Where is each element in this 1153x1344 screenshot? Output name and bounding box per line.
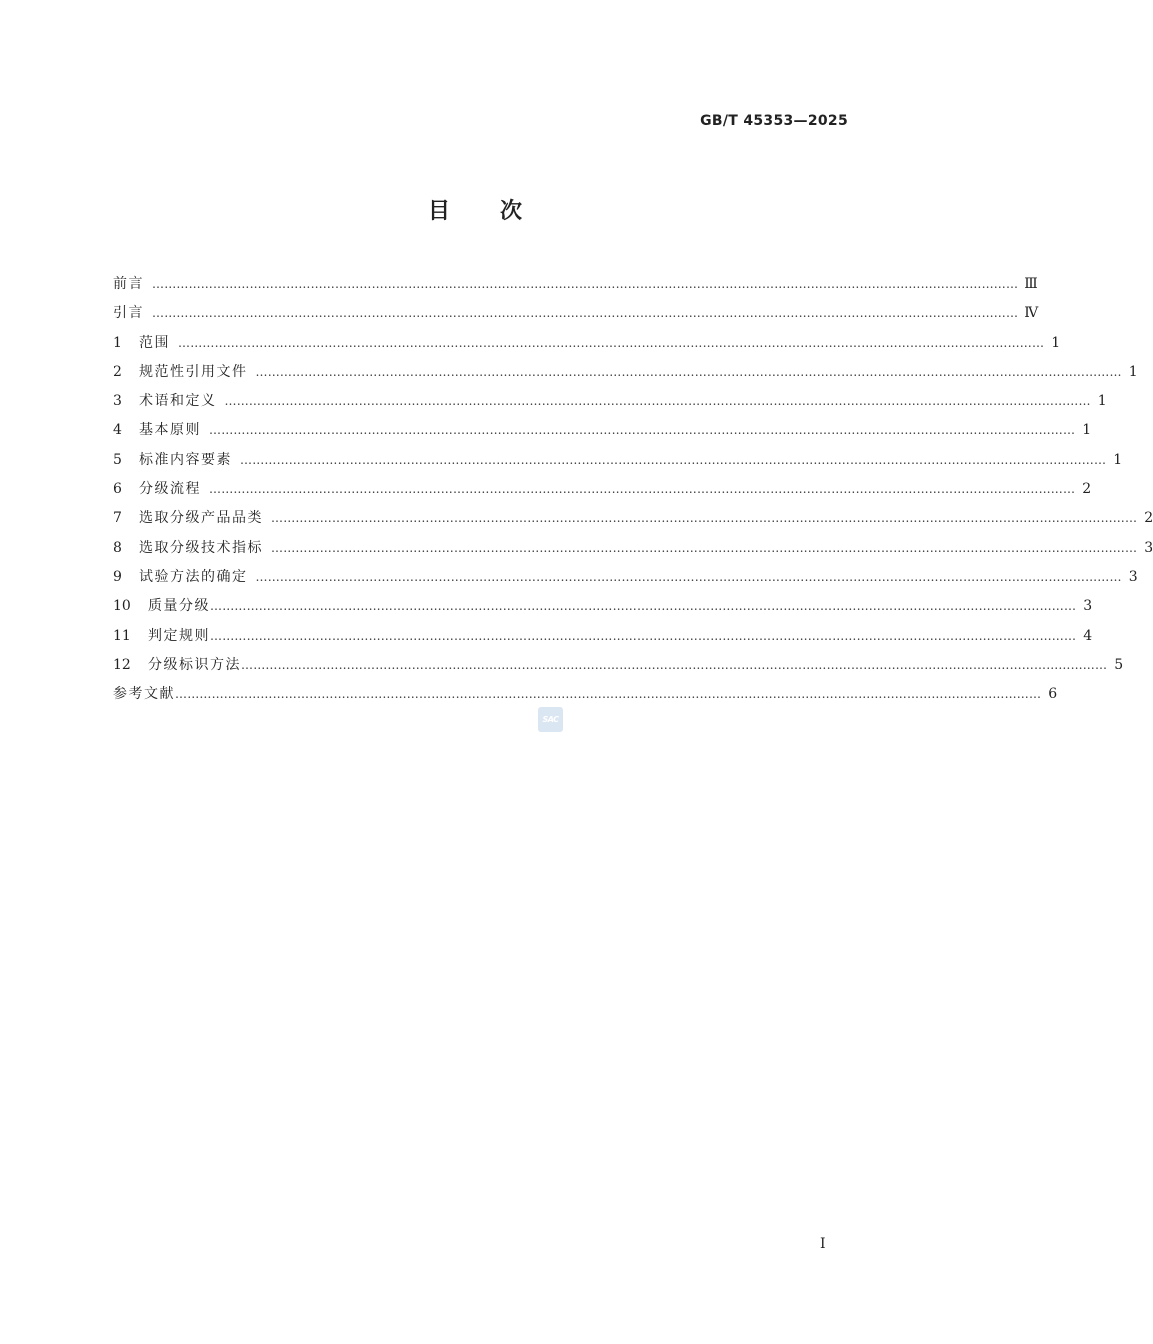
dot-leader: …………………………………………………………………………………………………………………………………………………………………………………………… (271, 540, 1138, 555)
dot-leader: …………………………………………………………………………………………………………………………………………………………………………………………… (210, 599, 1077, 614)
toc-entry-5[interactable] (113, 446, 1123, 475)
dot-leader: …………………………………………………………………………………………………………………………………………………………………………………………… (271, 511, 1138, 526)
toc-entry-1[interactable] (113, 329, 1061, 358)
dot-leader: …………………………………………………………………………………………………………………………………………………………………………………………… (152, 306, 1019, 321)
dot-leader: …………………………………………………………………………………………………………………………………………………………………………………………… (240, 452, 1107, 467)
toc-entry-4[interactable] (113, 416, 1092, 445)
toc-entry-10[interactable] (113, 592, 1093, 621)
toc-entry-number: 9 (113, 568, 122, 585)
toc-entry-label: 基本原则 (139, 422, 201, 439)
toc-entry-page: 3 (1128, 568, 1138, 585)
toc-entry-7[interactable] (113, 504, 1153, 533)
toc-entry-6[interactable] (113, 475, 1092, 504)
toc-entry-label: 选取分级产品品类 (139, 510, 263, 527)
toc-entry-label: 前言 (113, 276, 144, 292)
toc-entry-introduction[interactable] (113, 299, 1039, 328)
toc-entry-page: Ⅲ (1024, 276, 1038, 292)
toc-entry-label: 质量分级 (148, 598, 210, 615)
toc-entry-label: 引言 (113, 305, 144, 322)
toc-entry-label: 规范性引用文件 (139, 363, 248, 380)
toc-entry-page: 1 (1113, 451, 1123, 468)
page-number: I (820, 1236, 826, 1252)
toc-entry-page: 3 (1083, 598, 1093, 615)
toc-entry-number: 2 (113, 363, 122, 380)
toc-entry-label: 术语和定义 (139, 393, 217, 410)
toc-entry-page: 1 (1082, 422, 1092, 439)
table-of-contents (113, 270, 1153, 709)
toc-entry-label: 分级流程 (139, 481, 201, 498)
toc-entry-number: 6 (113, 481, 122, 498)
toc-entry-number: 3 (113, 393, 122, 410)
toc-entry-page: 6 (1048, 686, 1058, 703)
toc-entry-label: 判定规则 (148, 627, 210, 644)
toc-entry-number: 4 (113, 422, 122, 439)
toc-entry-9[interactable] (113, 563, 1138, 592)
toc-entry-number: 7 (113, 510, 122, 527)
toc-entry-number: 8 (113, 539, 122, 556)
toc-entry-label: 分级标识方法 (148, 656, 241, 673)
sac-logo-icon: SAC (538, 707, 563, 732)
toc-entry-page: 1 (1128, 363, 1138, 380)
toc-entry-foreword[interactable] (113, 270, 1038, 299)
dot-leader: …………………………………………………………………………………………………………………………………………………………………………………………… (209, 423, 1076, 438)
toc-entry-page: 4 (1083, 627, 1093, 644)
toc-entry-8[interactable] (113, 534, 1153, 563)
toc-entry-number: 12 (113, 656, 131, 673)
toc-entry-label: 参考文献 (113, 686, 175, 703)
dot-leader: …………………………………………………………………………………………………………………………………………………………………………………………… (210, 628, 1077, 643)
dot-leader: …………………………………………………………………………………………………………………………………………………………………………………………… (241, 657, 1108, 672)
page-title: 目次 (427, 199, 572, 224)
toc-entry-12[interactable] (113, 651, 1124, 680)
toc-entry-number: 5 (113, 451, 122, 468)
toc-entry-page: 1 (1097, 393, 1107, 410)
toc-entry-page: 1 (1051, 334, 1061, 351)
toc-entry-3[interactable] (113, 387, 1107, 416)
toc-entry-11[interactable] (113, 622, 1093, 651)
dot-leader: …………………………………………………………………………………………………………………………………………………………………………………………… (255, 569, 1122, 584)
toc-entry-page: 2 (1144, 510, 1153, 527)
toc-entry-page: 5 (1114, 656, 1124, 673)
toc-entry-label: 选取分级技术指标 (139, 539, 263, 556)
toc-entry-label: 范围 (139, 334, 170, 351)
dot-leader: …………………………………………………………………………………………………………………………………………………………………………………………… (209, 482, 1076, 497)
toc-entry-number: 1 (113, 334, 122, 351)
toc-entry-page: 3 (1144, 539, 1153, 556)
toc-entry-label: 标准内容要素 (139, 451, 232, 468)
dot-leader: …………………………………………………………………………………………………………………………………………………………………………………………… (255, 364, 1122, 379)
dot-leader: …………………………………………………………………………………………………………………………………………………………………………………………… (224, 394, 1091, 409)
toc-entry-2[interactable] (113, 358, 1138, 387)
toc-entry-bibliography[interactable] (113, 680, 1058, 709)
dot-leader: …………………………………………………………………………………………………………………………………………………………………………………………… (175, 687, 1042, 702)
dot-leader: …………………………………………………………………………………………………………………………………………………………………………………………… (152, 277, 1019, 291)
toc-entry-number: 10 (113, 598, 131, 615)
toc-entry-label: 试验方法的确定 (139, 568, 248, 585)
toc-entry-page: 2 (1082, 481, 1092, 498)
toc-entry-number: 11 (113, 627, 131, 644)
dot-leader: …………………………………………………………………………………………………………………………………………………………………………………………… (178, 335, 1045, 350)
standard-code: GB/T 45353—2025 (700, 113, 848, 129)
toc-entry-page: Ⅳ (1024, 305, 1039, 322)
